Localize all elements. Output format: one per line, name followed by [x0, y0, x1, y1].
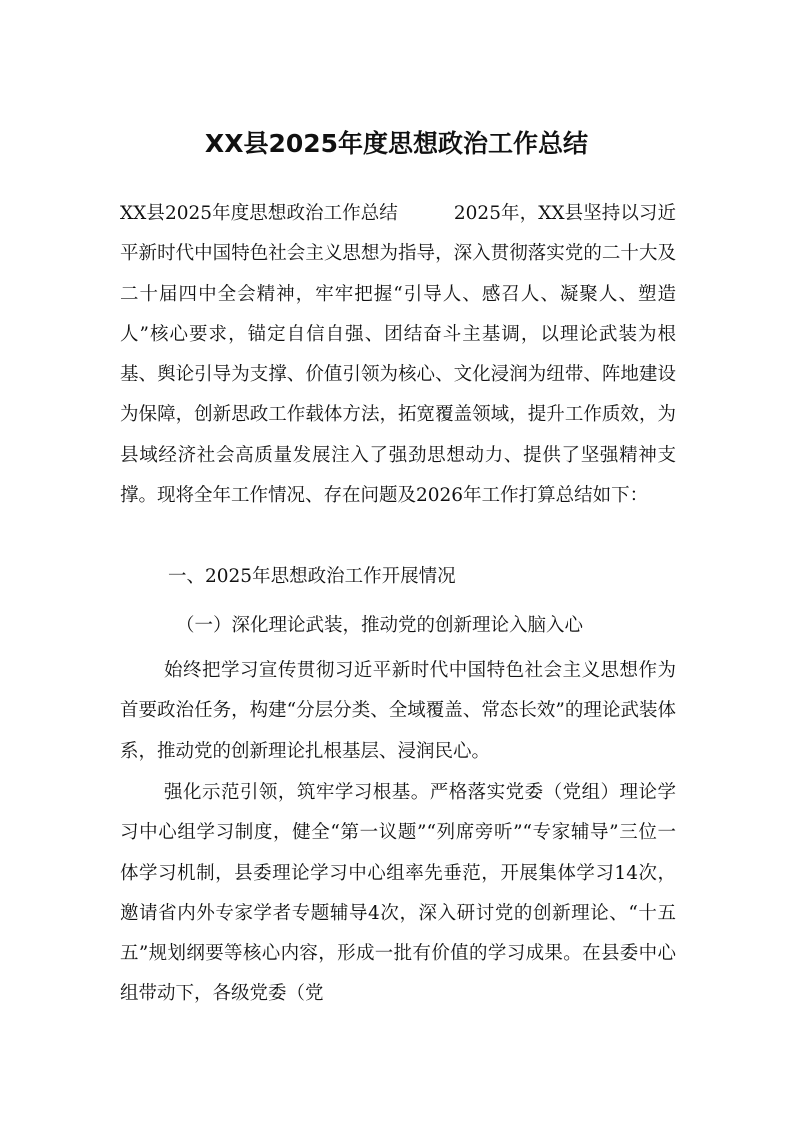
body-paragraph-1: 始终把学习宣传贯彻习近平新时代中国特色社会主义思想作为首要政治任务，构建“分层分类、全域覆盖、常态长效”的理论武装体系，推动党的创新理论扎根基层、浸润民心。: [120, 660, 676, 762]
document-title: XX县2025年度思想政治工作总结: [204, 129, 589, 158]
intro-lead: XX县2025年度思想政治工作总结: [120, 203, 398, 224]
section-heading-1: 一、2025年思想政治工作开展情况: [168, 566, 456, 587]
subsection-heading-1: （一）深化理论武装，推动党的创新理论入脑入心: [176, 615, 584, 636]
intro-body: 2025年，XX县坚持以习近平新时代中国特色社会主义思想为指导，深入贯彻落实党的二十大及二十届四中全会精神，牢牢把握“引导人、感召人、凝聚人、塑造人”核心要求，锚定自信自强、团结奋斗主基调，以理论武装为根基、舆论引导为支撑、价值引领为核心、文化浸润为纽带、阵地建设为保障，创新思政工作载体方法，拓宽覆盖领域，提升工作质效，为县域经济社会高质量发展注入了强劲思想动力、提供了坚强精神支撑。现将全年工作情况、存在问题及2026年工作打算总结如下：: [120, 203, 676, 507]
body-paragraph-2: 强化示范引领，筑牢学习根基。严格落实党委（党组）理论学习中心组学习制度，健全“第一议题”“列席旁听”“专家辅导”三位一体学习机制，县委理论学习中心组率先垂范，开展集体学习14次，邀请省内外专家学者专题辅导4次，深入研讨党的创新理论、“十五五”规划纲要等核心内容，形成一批有价值的学习成果。在县委中心组带动下，各级党委（党: [120, 782, 676, 1005]
intro-paragraph: [120, 194, 676, 516]
